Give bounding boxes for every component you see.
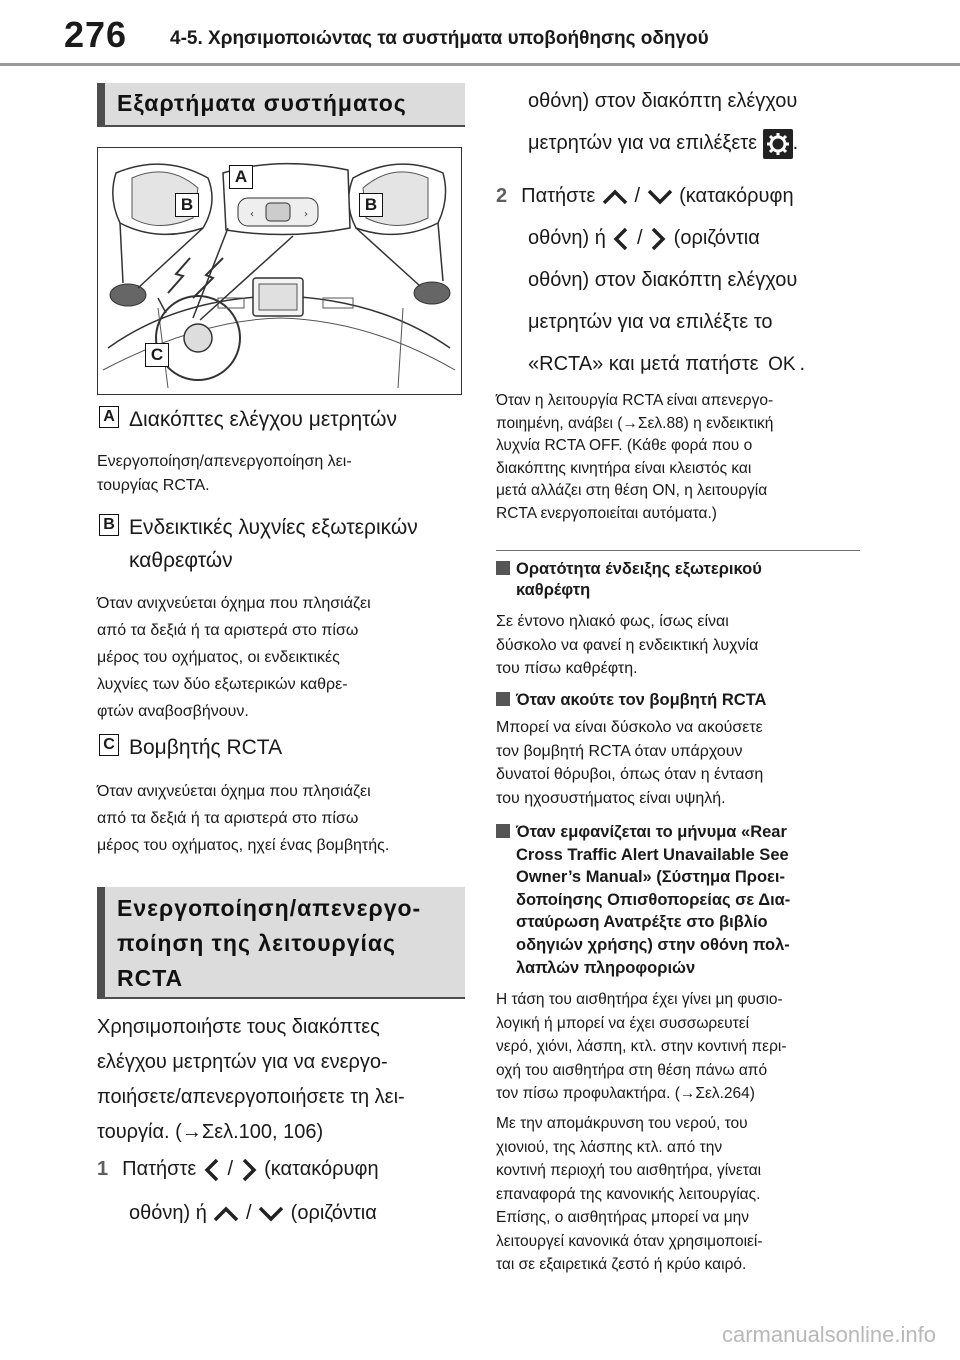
item-title-b: Ενδεικτικές λυχνίες εξωτερικών καθρεφτών: [129, 516, 418, 572]
page-number: 276: [64, 14, 128, 55]
bullet-2-body: Μπορεί να είναι δύσκολο να ακούσετε τον βομβητή RCTA όταν υπάρχουν δυνατοί θόρυβοι, όπως όταν η ένταση του ηχοσυστήματος είναι υψηλή.: [496, 719, 764, 807]
bullet-2-title: Όταν ακούτε τον βομβητή RCTA: [496, 690, 866, 711]
item-desc-c: Όταν ανιχνεύεται όχημα που πλησιάζει από τα δεξιά ή τα αριστερά στο πίσω μέρος του οχήματος, ηχεί ένας βομβητής.: [97, 783, 390, 854]
svg-text:›: ›: [304, 209, 308, 220]
settings-gear-icon: [763, 129, 793, 159]
section-title-activation: Ενεργοποίηση/απενεργο- ποίηση της λειτουργίας RCTA: [97, 887, 465, 997]
rcta-off-note: Όταν η λειτουργία RCTA είναι απενεργο- ποιημένη, ανάβει (→Σελ.88) η ενδεικτική λυχνία RCTA OFF. (Κάθε φορά που ο διακόπτης κινητήρα είναι κλειστός και μετά αλλάζει στη θέση ON, η λειτουργία RCTA ενεργοποιείται αυτόματα.): [496, 392, 774, 522]
item-a: [99, 403, 465, 436]
step-1: 1 Πατήστε / (κατακόρυφη οθόνη) ή / (οριζόντια: [97, 1158, 379, 1224]
figure-label-b-left: B: [175, 193, 199, 217]
step-1-number: 1: [97, 1158, 109, 1180]
bullet-square-icon: [496, 824, 510, 838]
figure-label-b-right: B: [359, 193, 383, 217]
item-desc-b: Όταν ανιχνεύεται όχημα που πλησιάζει από τα δεξιά ή τα αριστερά στο πίσω μέρος του οχήματος, οι ενδεικτικές λυχνίες των δύο εξωτερικών καθρε- φτών αναβοσβήνουν.: [97, 595, 371, 720]
activation-paragraph: Χρησιμοποιήστε τους διακόπτες ελέγχου μετρητών για να ενεργο- ποιήσετε/απενεργοποιήσετε τη λει- τουργία. (→Σελ.100, 106): [97, 1016, 405, 1143]
figure-label-a: A: [229, 165, 253, 189]
notes-divider: [496, 550, 860, 551]
item-title-a: Διακόπτες ελέγχου μετρητών: [129, 408, 398, 431]
bullet-square-icon: [496, 561, 510, 575]
bullet-square-icon: [496, 692, 510, 706]
bullet-3-body: Η τάση του αισθητήρα έχει γίνει μη φυσιο- λογική ή μπορεί να έχει συσσωρευτεί νερό, χιόνι, λάσπη, κτλ. στην κοντινή περι- οχή του αισθητήρα στη θέση πάνω από τον πίσω προφυλακτήρα. (→Σελ.264): [496, 991, 787, 1102]
chevron-down-icon: [646, 187, 674, 207]
item-label-c: C: [99, 734, 119, 756]
item-title-c: Βομβητής RCTA: [129, 736, 283, 759]
figure-label-c: C: [145, 343, 169, 367]
svg-text:‹: ‹: [250, 209, 254, 220]
bullet-3-body-2: Με την απομάκρυνση του νερού, του χιονιού, της λάσπης κτλ. από την κοντινή περιοχή του αισθητήρα, γίνεται επαναφορά της κανονικής λειτουργίας. Επίσης, ο αισθητήρας μπορεί να μην λειτουργεί κανονικά όταν χρησιμοποιεί- ται σε εξαιρετικά ζεστό ή κρύο καιρό.: [496, 1115, 763, 1273]
chevron-right-icon: [648, 226, 668, 252]
chevron-up-icon: [601, 187, 629, 207]
chevron-down-icon: [257, 1204, 285, 1224]
item-desc-a: Ενεργοποίηση/απενεργοποίηση λει- τουργίας RCTA.: [97, 453, 352, 494]
bullet-1-title: Ορατότητα ένδειξης εξωτερικού καθρέφτη: [496, 559, 866, 601]
dashboard-illustration: [97, 147, 462, 395]
chevron-right-icon: [239, 1157, 259, 1183]
page-header: [0, 0, 960, 62]
bullet-3-title: Όταν εμφανίζεται το μήνυμα «Rear Cross Traffic Alert Unavailable See Owner’s Manual» (Σύστημα Προει- δοποίησης Οπισθοπορείας σε Δια- σταύρωση Ανατρέξτε στο βιβλίο οδηγιών χρήσης) στην οθόνη πολ- λαπλών πληροφοριών: [496, 821, 866, 979]
item-c: [99, 731, 465, 764]
header-rule: [0, 63, 960, 66]
item-label-a: A: [99, 406, 119, 428]
step-2: 2 Πατήστε / (κατακόρυφη οθόνη) ή / (οριζόντια οθόνη) στον διακόπτη ελέγχου μετρητών για να επιλέξτε το «RCTA» και μετά πατήστε OK .: [496, 185, 806, 375]
step-2-number: 2: [496, 185, 508, 207]
watermark: carmanualsonline.info: [721, 1322, 936, 1347]
chevron-up-icon: [212, 1204, 240, 1224]
step-1-continued: οθόνη) στον διακόπτη ελέγχου μετρητών για να επιλέξετε .: [528, 80, 868, 164]
item-b: [99, 511, 465, 577]
chapter-title: 4-5. Χρησιμοποιώντας τα συστήματα υποβοήθησης οδηγού: [170, 28, 709, 49]
section-title-components: Εξαρτήματα συστήματος: [97, 83, 465, 125]
chevron-left-icon: [202, 1157, 222, 1183]
item-label-b: B: [99, 514, 119, 536]
ok-button-icon: OK: [768, 354, 796, 375]
bullet-1-body: Σε έντονο ηλιακό φως, ίσως είναι δύσκολο να φανεί η ενδεικτική λυχνία του πίσω καθρέφτη.: [496, 613, 759, 677]
chevron-left-icon: [611, 226, 631, 252]
